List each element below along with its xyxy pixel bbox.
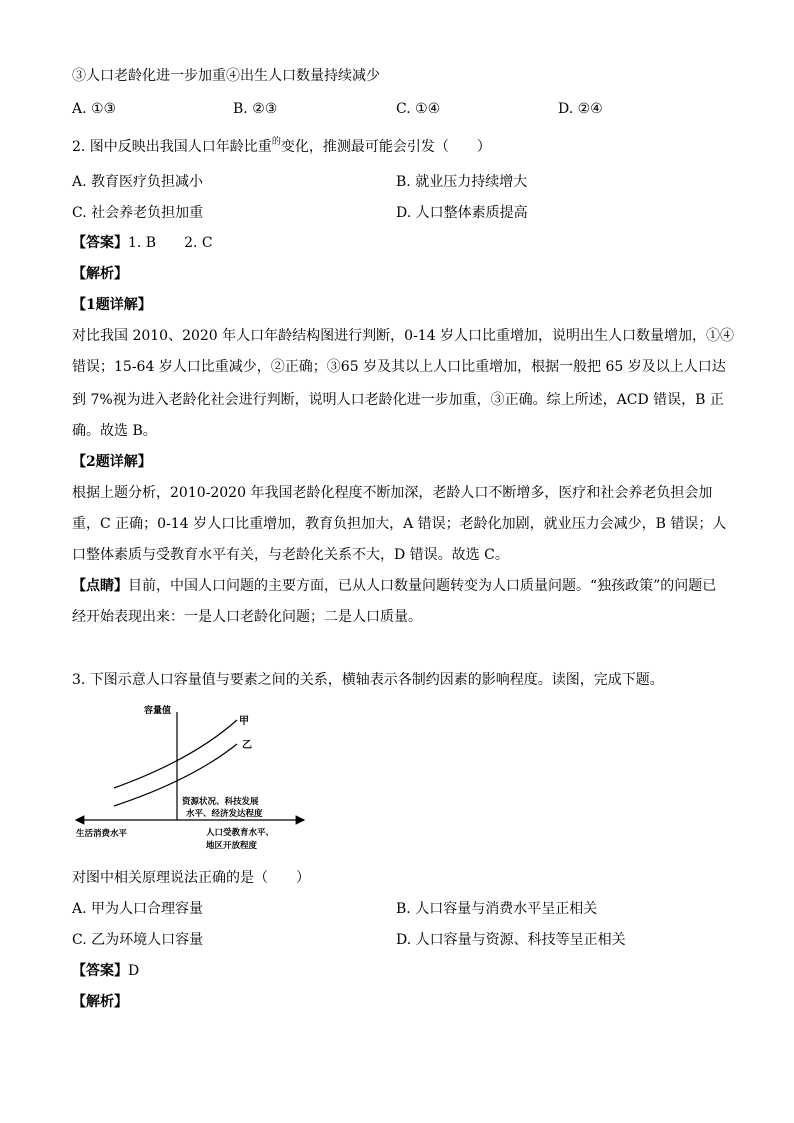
y-axis-label: 容量值	[144, 706, 172, 716]
analysis-heading: 【解析】	[72, 266, 128, 282]
curve-jia	[114, 720, 237, 788]
detail2-line: 根据上题分析，2010-2020 年我国老龄化程度不断加深，老龄人口不断增多，医疗和社会养老负担会加	[72, 485, 713, 501]
q2-option-b: B. 就业压力持续增大	[396, 174, 528, 190]
answer-label: 【答案】	[72, 963, 128, 979]
q2-option-c: C. 社会养老负担加重	[72, 205, 204, 221]
detail1-line: 确。故选 B。	[72, 423, 157, 439]
q3-option-d: D. 人口容量与资源、科技等呈正相关	[396, 932, 626, 948]
q2-stem-part2: 变化，推测最可能会引发（ ）	[280, 139, 491, 155]
analysis-heading: 【解析】	[72, 994, 128, 1010]
q1-option-b: B. ②③	[233, 101, 278, 117]
right-factor-label: 水平、经济发达程度	[186, 809, 263, 819]
comment-text: 目前，中国人口问题的主要方面，已从人口数量问题转变为人口质量问题。“独孩政策”的问题已	[128, 578, 717, 594]
q2-option-a: A. 教育医疗负担减小	[72, 174, 204, 190]
q1-option-d: D. ②④	[558, 101, 603, 117]
q2-stem	[72, 137, 491, 159]
curve-jia-label: 甲	[239, 716, 249, 727]
answer-block-2	[72, 961, 139, 981]
detail1-line: 错误；15-64 岁人口比重减少，②正确；③65 岁及其以上人口比重增加，根据一般把 65 岁及以上人口达	[72, 359, 726, 375]
q3-question: 对图中相关原理说法正确的是（ ）	[72, 870, 310, 886]
q1-stem-tail: ③人口老龄化进一步加重④出生人口数量持续减少	[72, 68, 380, 84]
q3-option-c: C. 乙为环境人口容量	[72, 932, 204, 948]
answer-label: 【答案】	[72, 235, 128, 251]
answer-block-1	[72, 233, 213, 253]
q2-option-d: D. 人口整体素质提高	[396, 205, 528, 221]
answer-text: 1. B 2. C	[128, 235, 213, 251]
detail2-line: 重，C 正确；0-14 岁人口比重增加，教育负担加大，A 错误；老龄化加剧，就业压力会减少，B 错误；人	[72, 516, 727, 532]
comment-line: 经开始表现出来：一是人口老龄化问题；二是人口质量。	[72, 609, 422, 625]
q3-option-b: B. 人口容量与消费水平呈正相关	[396, 901, 598, 917]
right-factor-label: 资源状况、科技发展	[182, 797, 259, 807]
answer-text: D	[128, 963, 140, 979]
q3-option-a: A. 甲为人口合理容量	[72, 901, 204, 917]
detail2-line: 口整体素质与受教育水平有关，与老龄化关系不大，D 错误。故选 C。	[72, 547, 509, 563]
q2-stem-sup: 的	[271, 137, 281, 147]
curve-yi-label: 乙	[242, 740, 252, 751]
q1-option-c: C. ①④	[396, 101, 441, 117]
q3-stem: 3. 下图示意人口容量值与要素之间的关系，横轴表示各制约因素的影响程度。读图，完成下题。	[72, 672, 664, 688]
q1-option-a: A. ①③	[72, 101, 117, 117]
bottom-factor-label: 人口受教育水平、	[206, 828, 275, 838]
bottom-factor-label: 地区开放程度	[206, 841, 258, 851]
detail2-heading: 【2题详解】	[72, 454, 152, 470]
comment-line	[72, 576, 716, 596]
detail1-line: 到 7%视为进入老龄化社会进行判断，说明人口老龄化进一步加重，③正确。综上所述，ACD 错误，B 正	[72, 392, 724, 408]
left-axis-label: 生活消费水平	[76, 829, 128, 839]
detail1-line: 对比我国 2010、2020 年人口年龄结构图进行判断，0-14 岁人口比重增加，说明出生人口数量增加，①④	[72, 328, 735, 344]
detail1-heading: 【1题详解】	[72, 297, 152, 313]
population-capacity-figure	[72, 700, 312, 860]
comment-label: 【点睛】	[72, 578, 128, 594]
q2-stem-part1: 2. 图中反映出我国人口年龄比重	[72, 139, 272, 155]
